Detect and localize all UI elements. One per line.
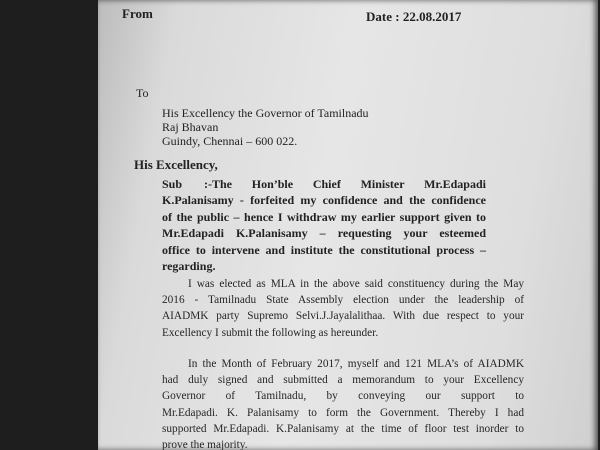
salutation: His Excellency, [134, 157, 218, 172]
subject-line: office to intervene and institute the constitutional process – [162, 242, 486, 257]
recipient-address-line: Guindy, Chennai – 600 022. [162, 134, 298, 148]
recipient-address-line: His Excellency the Governor of Tamilnadu [162, 106, 369, 120]
subject-line: of the public – hence I withdraw my earlier support given to [162, 209, 486, 224]
paragraph-line: Mr.Edapadi. K. Palanisamy to form the Government. Thereby I had [162, 406, 524, 419]
paragraph-election [162, 276, 524, 341]
paragraph-line: prove the majority. [162, 439, 248, 450]
paragraph-line: 2016 - Tamilnadu State Assembly election under the leadership of [162, 294, 524, 307]
to-label: To [136, 86, 149, 100]
paragraph-line: AIADMK party Supremo Selvi.J.Jayalalithaa. With due respect to your [162, 310, 524, 323]
letter-date: Date : 22.08.2017 [366, 9, 462, 24]
paragraph-line: Governor of Tamilnadu, by conveying our support to [162, 390, 524, 403]
paragraph-support [162, 356, 524, 450]
paragraph-line: had duly signed and submitted a memorandum to your Excellency [162, 374, 524, 387]
paragraph-line: I was elected as MLA in the above said constituency during the May [188, 278, 524, 290]
recipient-address-line: Raj Bhavan [162, 120, 219, 134]
subject-label: Sub :- [162, 177, 212, 191]
subject-line-text: The Hon’ble Chief Minister Mr.Edapadi [212, 177, 486, 191]
paragraph-line: Excellency I submit the following as hereunder. [162, 326, 379, 339]
subject-line: K.Palanisamy - forfeited my confidence and the confidence [162, 193, 486, 208]
from-label: From [122, 6, 153, 21]
paragraph-line: In the Month of February 2017, myself and 121 MLA’s of AIADMK [188, 358, 524, 370]
subject-block [162, 176, 486, 274]
letter-page [98, 0, 598, 450]
subject-line: Mr.Edapadi K.Palanisamy – requesting your esteemed [162, 226, 486, 241]
subject-line [162, 176, 486, 192]
paragraph-line: supported Mr.Edapadi. K.Palanisamy at the time of floor test inorder to [162, 422, 524, 435]
subject-line: regarding. [162, 259, 216, 274]
